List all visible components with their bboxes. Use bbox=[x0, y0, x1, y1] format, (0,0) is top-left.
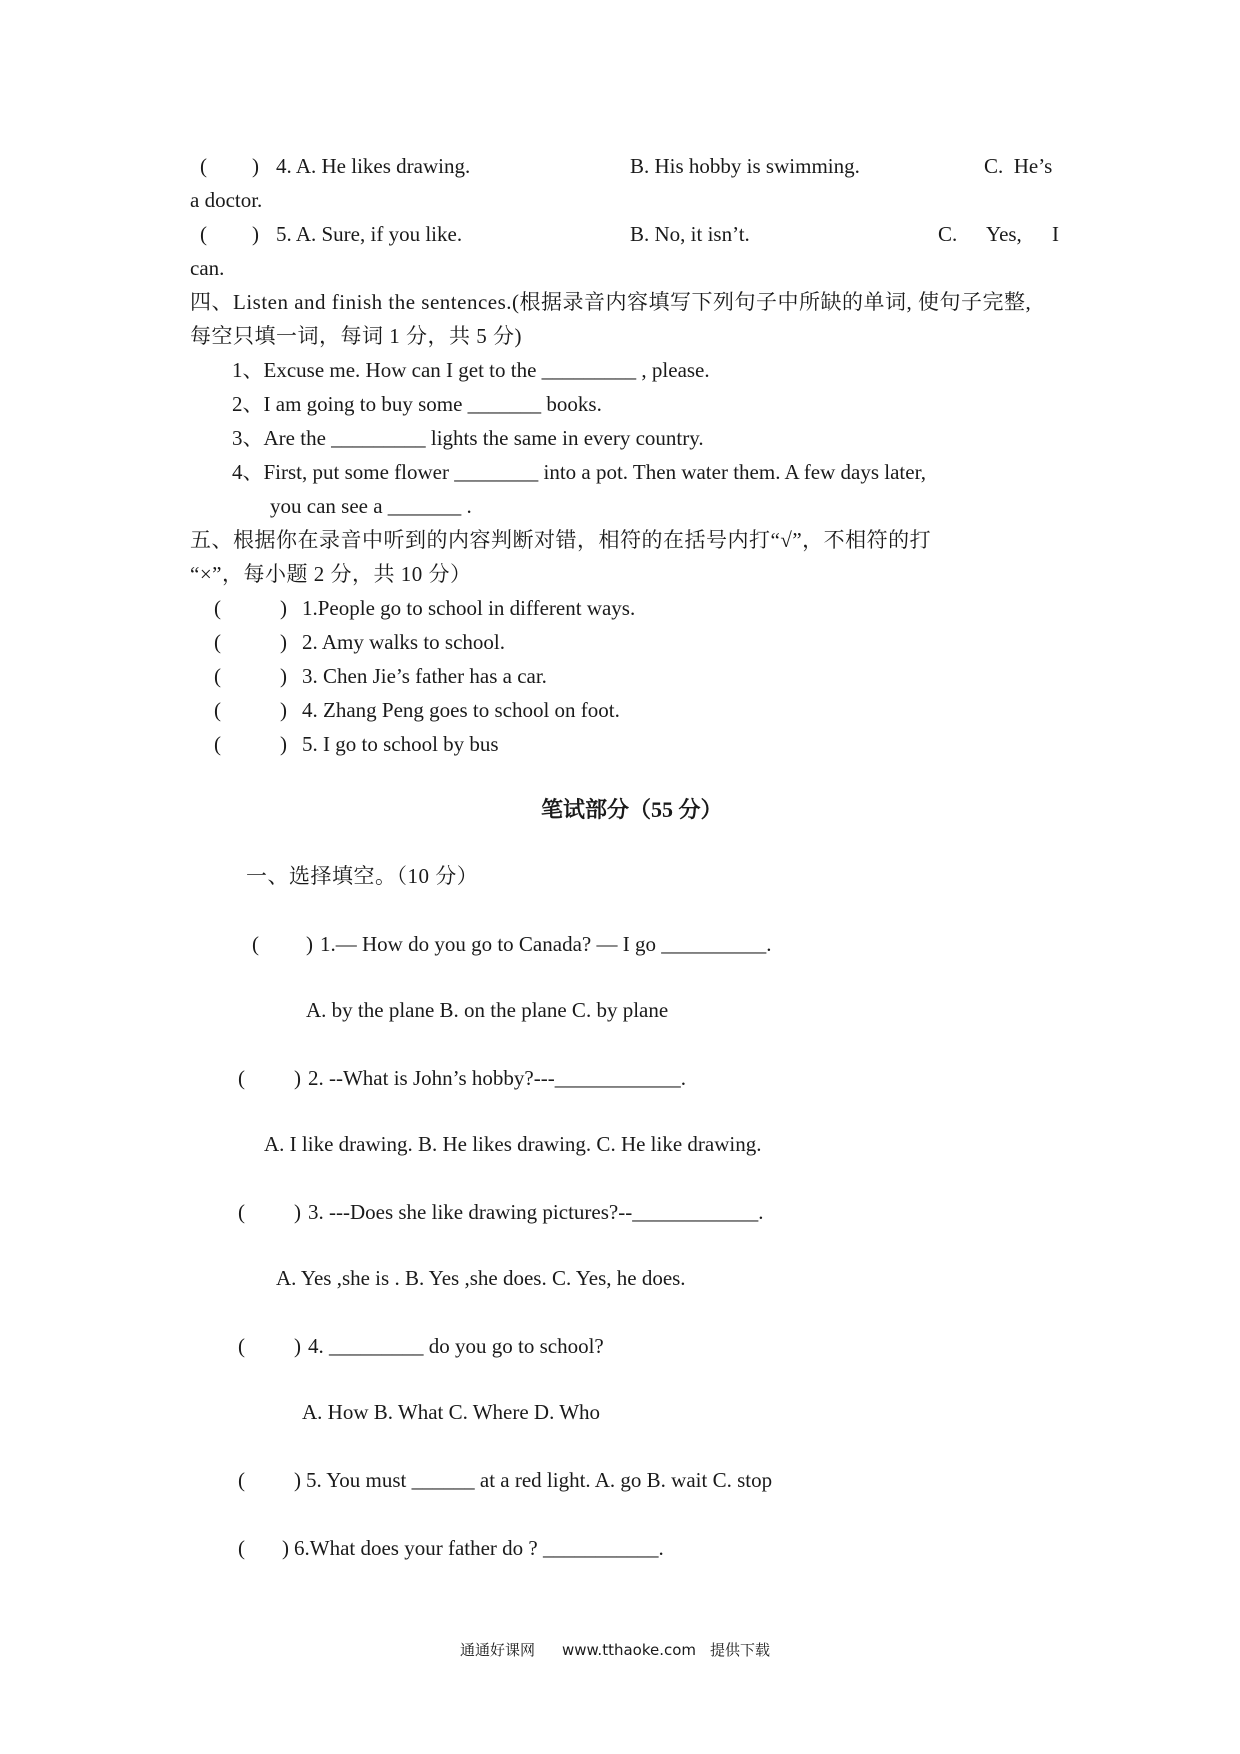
q5-option-b: B. No, it isn’t. bbox=[630, 222, 750, 246]
question-options: A. I like drawing. B. He likes drawing. C. He like drawing. bbox=[264, 1132, 762, 1156]
q5-option-c-label: C. bbox=[938, 222, 958, 246]
question-text: 6.What does your father do ? ___________. bbox=[294, 1536, 664, 1560]
section4-item-4: 4、First, put some flower ________ into a pot. Then water them. A few days later, bbox=[232, 460, 926, 484]
bracket-open: ( bbox=[252, 932, 259, 956]
bracket-open: ( bbox=[214, 596, 221, 620]
q4-open-bracket: ( bbox=[200, 154, 207, 178]
statement-text: 1.People go to school in different ways. bbox=[302, 596, 636, 620]
footer-url[interactable]: www.tthaoke.com bbox=[562, 1641, 697, 1659]
question-options: A. How B. What C. Where D. Who bbox=[302, 1400, 601, 1424]
section4-item-1: 1、Excuse me. How can I get to the _________ , please. bbox=[232, 358, 710, 382]
bracket-close: ) bbox=[294, 1468, 301, 1492]
q5-option-a: 5. A. Sure, if you like. bbox=[276, 222, 463, 246]
section4-item-4-wrap: you can see a _______ . bbox=[270, 494, 472, 518]
q5-option-c-i: I bbox=[1052, 222, 1059, 246]
bracket-close: ) bbox=[280, 596, 287, 620]
section4-item-2: 2、I am going to buy some _______ books. bbox=[232, 392, 602, 416]
q4-option-b: B. His hobby is swimming. bbox=[630, 154, 860, 178]
q4-option-a: 4. A. He likes drawing. bbox=[276, 154, 471, 178]
bracket-close: ) bbox=[294, 1066, 301, 1090]
question-text: 5. You must ______ at a red light. A. go B. wait C. stop bbox=[306, 1468, 773, 1492]
section5-heading-line2: “×”，每小题 2 分，共 10 分） bbox=[190, 562, 472, 586]
q5-wrap-text: can. bbox=[190, 256, 225, 280]
statement-text: 3. Chen Jie’s father has a car. bbox=[302, 664, 547, 688]
bracket-close: ) bbox=[306, 932, 313, 956]
statement-text: 4. Zhang Peng goes to school on foot. bbox=[302, 698, 620, 722]
bracket-close: ) bbox=[280, 664, 287, 688]
q4-wrap-text: a doctor. bbox=[190, 188, 263, 212]
section4-heading-line1: 四、Listen and finish the sentences.(根据录音内容填写下列句子中所缺的单词, 使句子完整, bbox=[190, 290, 1032, 314]
bracket-open: ( bbox=[238, 1536, 245, 1560]
bracket-open: ( bbox=[238, 1200, 245, 1224]
footer-site-name: 通通好课网 bbox=[460, 1641, 536, 1659]
written-part-title: 笔试部分（55 分） bbox=[541, 797, 723, 822]
section4-item-3: 3、Are the _________ lights the same in every country. bbox=[232, 426, 704, 450]
question-text: 1.— How do you go to Canada? — I go __________. bbox=[320, 932, 772, 956]
written-section1-heading: 一、选择填空。（10 分） bbox=[246, 864, 479, 888]
q5-option-c-yes: Yes, bbox=[986, 222, 1022, 246]
q4-close-bracket: ) bbox=[252, 154, 259, 178]
bracket-open: ( bbox=[214, 630, 221, 654]
bracket-close: ) bbox=[282, 1536, 289, 1560]
q4-option-c: C. He’s bbox=[984, 154, 1053, 178]
bracket-close: ) bbox=[280, 732, 287, 756]
bracket-open: ( bbox=[214, 732, 221, 756]
section4-heading-line2: 每空只填一词，每词 1 分，共 5 分) bbox=[190, 324, 522, 348]
bracket-open: ( bbox=[238, 1066, 245, 1090]
bracket-close: ) bbox=[280, 698, 287, 722]
question-text: 2. --What is John’s hobby?---____________. bbox=[308, 1066, 686, 1090]
statement-text: 2. Amy walks to school. bbox=[302, 630, 505, 654]
bracket-close: ) bbox=[294, 1200, 301, 1224]
footer-suffix: 提供下载 bbox=[710, 1641, 771, 1659]
q5-open-bracket: ( bbox=[200, 222, 207, 246]
statement-text: 5. I go to school by bus bbox=[302, 732, 499, 756]
bracket-open: ( bbox=[214, 664, 221, 688]
question-text: 4. _________ do you go to school? bbox=[308, 1334, 604, 1358]
question-options: A. by the plane B. on the plane C. by plane bbox=[306, 998, 669, 1022]
bracket-close: ) bbox=[294, 1334, 301, 1358]
bracket-open: ( bbox=[238, 1334, 245, 1358]
question-options: A. Yes ,she is . B. Yes ,she does. C. Yes, he does. bbox=[276, 1266, 686, 1290]
bracket-open: ( bbox=[214, 698, 221, 722]
bracket-close: ) bbox=[280, 630, 287, 654]
bracket-open: ( bbox=[238, 1468, 245, 1492]
q5-close-bracket: ) bbox=[252, 222, 259, 246]
section5-heading-line1: 五、根据你在录音中听到的内容判断对错，相符的在括号内打“√”，不相符的打 bbox=[190, 528, 932, 552]
question-text: 3. ---Does she like drawing pictures?--____________. bbox=[308, 1200, 764, 1224]
